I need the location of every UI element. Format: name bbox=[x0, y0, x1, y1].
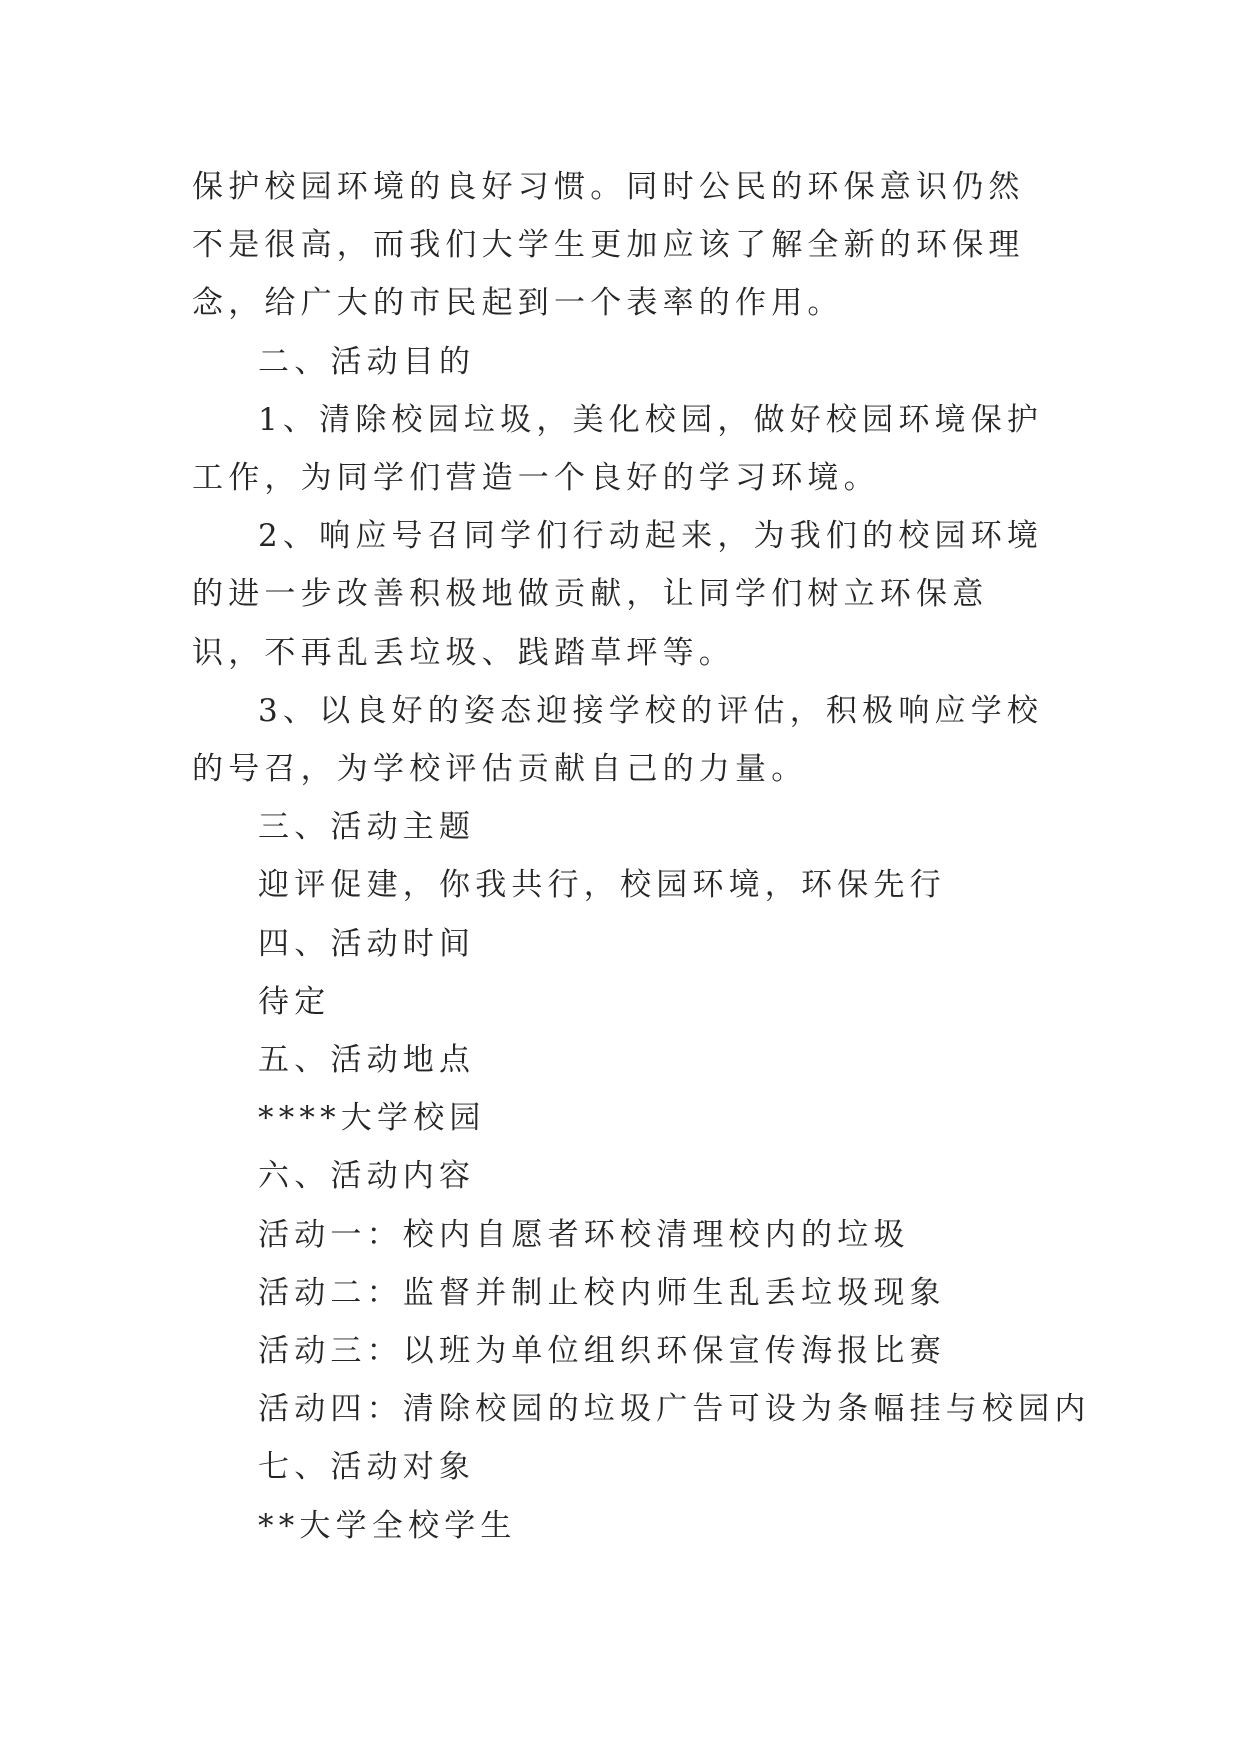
activity-item-1: 活动一：校内自愿者环校清理校内的垃圾 bbox=[258, 1216, 910, 1253]
time-text: 待定 bbox=[258, 983, 331, 1020]
theme-text: 迎评促建，你我共行，校园环境，环保先行 bbox=[258, 867, 946, 904]
activity-item-3: 活动三：以班为单位组织环保宣传海报比赛 bbox=[258, 1333, 946, 1370]
paragraph-intro-continuation: 保护校园环境的良好习惯。同时公民的环保意识仍然不是很高，而我们大学生更加应该了解全新的环保理念，给广大的市民起到一个表率的作用。 bbox=[192, 169, 1025, 322]
section-heading-purpose: 二、活动目的 bbox=[258, 343, 476, 380]
document-body bbox=[192, 158, 1091, 1555]
section-heading-location: 五、活动地点 bbox=[258, 1042, 476, 1079]
section-heading-theme: 三、活动主题 bbox=[258, 809, 476, 846]
audience-text: **大学全校学生 bbox=[258, 1507, 517, 1544]
purpose-item-1: 1、清除校园垃圾，美化校园，做好校园环境保护工作，为同学们营造一个良好的学习环境。 bbox=[192, 401, 1044, 497]
location-text: ****大学校园 bbox=[258, 1100, 486, 1137]
section-heading-content: 六、活动内容 bbox=[258, 1158, 476, 1195]
activity-item-2: 活动二：监督并制止校内师生乱丢垃圾现象 bbox=[258, 1274, 946, 1311]
section-heading-audience: 七、活动对象 bbox=[258, 1449, 476, 1486]
purpose-item-3: 3、以良好的姿态迎接学校的评估，积极响应学校的号召，为学校评估贡献自己的力量。 bbox=[192, 692, 1044, 788]
section-heading-time: 四、活动时间 bbox=[258, 925, 476, 962]
activity-item-4: 活动四：清除校园的垃圾广告可设为条幅挂与校园内 bbox=[258, 1391, 1091, 1428]
purpose-item-2: 2、响应号召同学们行动起来，为我们的校园环境的进一步改善积极地做贡献，让同学们树立环保意识，不再乱丢垃圾、践踏草坪等。 bbox=[192, 518, 1044, 671]
